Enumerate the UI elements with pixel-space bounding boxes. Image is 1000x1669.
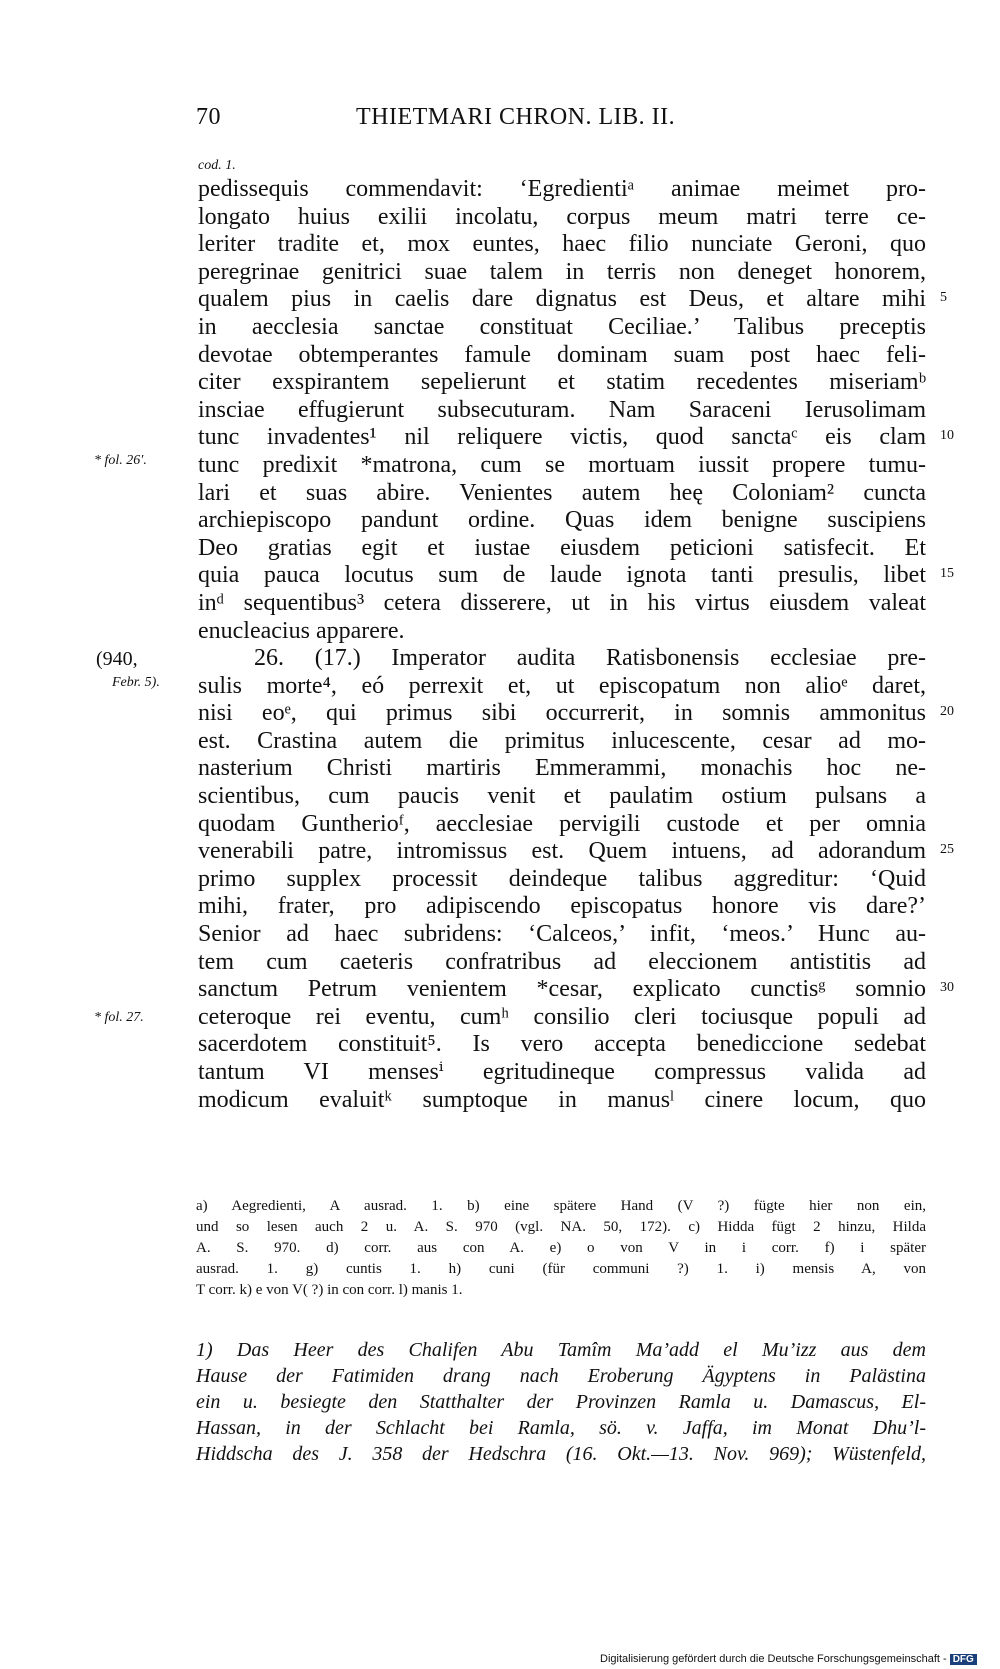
text-line: sanctum Petrum venientem *cesar, explicato cunctisᵍ somnio <box>198 976 926 1003</box>
commentary-line: Hause der Fatimiden drang nach Eroberung Ägyptens in Palästina <box>196 1365 926 1387</box>
folio-marker: * fol. 27. <box>94 1010 144 1025</box>
text-line: Deo gratias egit et iustae eiusdem peticioni satisfecit. Et <box>198 534 926 561</box>
dfg-logo: DFG <box>950 1654 977 1665</box>
text-line: primo supplex processit deindeque talibus aggreditur: ‘Quid <box>198 865 926 892</box>
critical-apparatus <box>196 1196 926 1301</box>
apparatus-line: T corr. k) e von V( ?) in con corr. l) manis 1. <box>196 1282 463 1298</box>
line-number: 30 <box>940 980 954 995</box>
line-number: 20 <box>940 704 954 719</box>
text-line: tunc invadentes¹ nil reliquere victis, quod sanctaᶜ eis clam <box>198 424 926 451</box>
margin-date: (940, <box>96 648 138 670</box>
running-title: THIETMARI CHRON. LIB. II. <box>356 104 676 130</box>
text-line: quodam Guntherioᶠ, aecclesiae pervigili custode et per omnia <box>198 810 926 837</box>
text-line: lari et suas abire. Venientes autem heę Coloniam² cuncta <box>198 479 926 506</box>
text-line: archiepiscopo pandunt ordine. Quas idem benigne suscipiens <box>198 507 926 534</box>
footer-text: Digitalisierung gefördert durch die Deutsche Forschungsgemeinschaft - <box>600 1653 947 1665</box>
text-line: insciae effugierunt subsecuturam. Nam Saraceni Ierusolimam <box>198 396 926 423</box>
text-line: leriter tradite et, mox euntes, haec filio nunciate Geroni, quo <box>198 231 926 258</box>
text-line: enucleacius apparere. <box>198 617 405 644</box>
main-text <box>198 176 926 1114</box>
apparatus-line: ausrad. 1. g) cuntis 1. h) cuni (für communi ?) 1. i) mensis A, von <box>196 1261 926 1277</box>
text-line: venerabili patre, intromissus est. Quem intuens, ad adorandum <box>198 838 926 865</box>
text-line: Senior ad haec subridens: ‘Calceos,’ infit, ‘meos.’ Hunc au- <box>198 921 926 948</box>
text-line: sulis morte⁴, eó perrexit et, ut episcopatum non alioᵉ daret, <box>198 672 926 699</box>
text-line: nisi eoᵉ, qui primus sibi occurrerit, in somnis ammonitus <box>198 700 926 727</box>
margin-date: Febr. 5). <box>112 675 160 690</box>
apparatus-line: A. S. 970. d) corr. aus con A. e) o von V in i corr. f) i später <box>196 1240 926 1256</box>
text-line: mihi, frater, pro adipiscendo episcopatus honore vis dare?’ <box>198 893 926 920</box>
apparatus-line: und so lesen auch 2 u. A. S. 970 (vgl. NA. 50, 172). c) Hidda fügt 2 hinzu, Hilda <box>196 1219 926 1235</box>
line-number: 25 <box>940 842 954 857</box>
text-line: longato huius exilii incolatu, corpus meum matri terre ce- <box>198 203 926 230</box>
commentary-notes <box>196 1337 926 1467</box>
text-line: tem cum caeteris confratribus ad eleccionem antistitis ad <box>198 948 926 975</box>
page-number: 70 <box>196 104 221 130</box>
line-number: 5 <box>940 290 947 305</box>
text-line: citer exspirantem sepelierunt et statim recedentes miseriamᵇ <box>198 369 926 396</box>
text-line: ceteroque rei eventu, cumʰ consilio cleri tociusque populi ad <box>198 1003 926 1030</box>
text-line: est. Crastina autem die primitus inlucescente, cesar ad mo- <box>198 727 926 754</box>
codex-note: cod. 1. <box>198 158 236 173</box>
digitization-footer <box>600 1653 977 1665</box>
commentary-line: 1) Das Heer des Chalifen Abu Tamîm Ma’add el Mu’izz aus dem <box>196 1339 926 1361</box>
folio-marker: * fol. 26′. <box>94 453 147 468</box>
text-line: tunc predixit *matrona, cum se mortuam iussit propere tumu- <box>198 451 926 478</box>
text-line: scientibus, cum paucis venit et paulatim ostium pulsans a <box>198 783 926 810</box>
text-line: pedissequis commendavit: ‘Egredientiᵃ animae meimet pro- <box>198 176 926 202</box>
text-line: qualem pius in caelis dare dignatus est Deus, et altare mihi <box>198 286 926 313</box>
apparatus-line: a) Aegredienti, A ausrad. 1. b) eine spätere Hand (V ?) fügte hier non ein, <box>196 1198 926 1214</box>
text-line: peregrinae genitrici suae talem in terris non deneget honorem, <box>198 258 926 285</box>
text-line: devotae obtemperantes famule dominam suam post haec feli- <box>198 341 926 368</box>
text-line: nasterium Christi martiris Emmerammi, monachis hoc ne- <box>198 755 926 782</box>
text-line: inᵈ sequentibus³ cetera disserere, ut in his virtus eiusdem valeat <box>198 589 926 616</box>
running-head <box>196 104 736 144</box>
text-line: tantum VI mensesⁱ egritudineque compressus valida ad <box>198 1059 926 1085</box>
commentary-line: Hiddscha des J. 358 der Hedschra (16. Okt.—13. Nov. 969); Wüstenfeld, <box>196 1443 926 1465</box>
text-line: in aecclesia sanctae constituat Ceciliae.’ Talibus preceptis <box>198 313 926 340</box>
chapter-start-line: 26. (17.) Imperator audita Ratisbonensis ecclesiae pre- <box>254 645 926 672</box>
line-number: 10 <box>940 428 954 443</box>
text-line: quia pauca locutus sum de laude ignota tanti presulis, libet <box>198 562 926 589</box>
text-line: sacerdotem constituit⁵. Is vero accepta benediccione sedebat <box>198 1031 926 1058</box>
commentary-line: Hassan, in der Schlacht bei Ramla, sö. v. Jaffa, im Monat Dhu’l- <box>196 1417 926 1439</box>
commentary-line: ein u. besiegte den Statthalter der Provinzen Ramla u. Damascus, El- <box>196 1391 926 1413</box>
line-number: 15 <box>940 566 954 581</box>
text-line: modicum evaluitᵏ sumptoque in manusˡ cinere locum, quo <box>198 1086 926 1113</box>
